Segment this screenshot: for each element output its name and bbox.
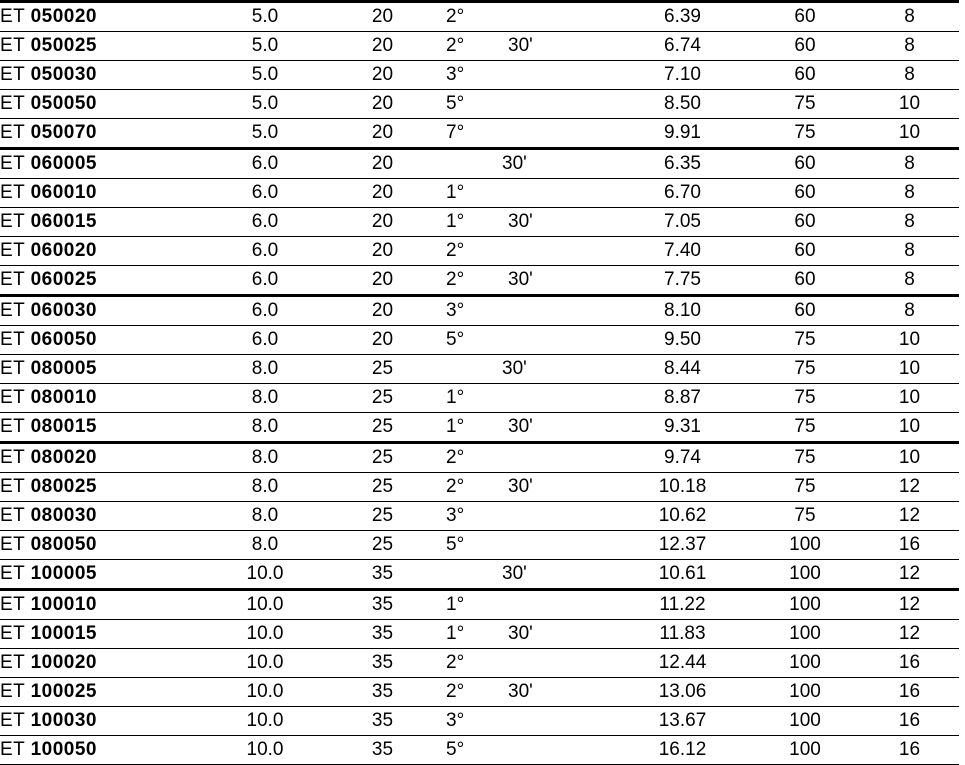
cell-code: [0, 237, 205, 266]
code-prefix: ET: [0, 652, 26, 673]
cell-length: 100: [750, 590, 860, 620]
cell-length: 60: [750, 149, 860, 179]
angle-minutes: 30': [502, 563, 527, 584]
cell-value: 9.31: [615, 413, 750, 443]
cell-length: 75: [750, 355, 860, 384]
cell-quantity: 8: [860, 208, 959, 237]
table-row: [0, 326, 959, 355]
cell-code: [0, 620, 205, 649]
cell-angle: [440, 473, 615, 502]
cell-code: [0, 326, 205, 355]
code-number: 080010: [30, 387, 97, 408]
angle-degrees: 5°: [446, 93, 465, 114]
cell-teeth: 20: [325, 266, 440, 296]
cell-value: 10.18: [615, 473, 750, 502]
angle-degrees: 5°: [446, 534, 465, 555]
cell-module: 8.0: [205, 443, 325, 473]
cell-quantity: 10: [860, 90, 959, 119]
angle-degrees: 1°: [446, 623, 465, 644]
table-row: [0, 384, 959, 413]
cell-quantity: 10: [860, 119, 959, 149]
cell-quantity: 16: [860, 531, 959, 560]
cell-code: [0, 355, 205, 384]
table-row: [0, 649, 959, 678]
cell-quantity: 8: [860, 61, 959, 90]
cell-length: 100: [750, 678, 860, 707]
cell-value: 6.35: [615, 149, 750, 179]
code-prefix: ET: [0, 710, 26, 731]
cell-module: 10.0: [205, 620, 325, 649]
cell-quantity: 8: [860, 149, 959, 179]
cell-teeth: 20: [325, 326, 440, 355]
cell-teeth: 20: [325, 237, 440, 266]
code-prefix: ET: [0, 505, 26, 526]
cell-teeth: 20: [325, 32, 440, 61]
cell-value: 11.22: [615, 590, 750, 620]
cell-angle: [440, 502, 615, 531]
cell-angle: [440, 707, 615, 736]
cell-teeth: 25: [325, 443, 440, 473]
cell-value: 12.37: [615, 531, 750, 560]
cell-module: 6.0: [205, 296, 325, 326]
cell-value: 11.83: [615, 620, 750, 649]
cell-length: 100: [750, 620, 860, 649]
cell-teeth: 35: [325, 560, 440, 590]
cell-value: 8.50: [615, 90, 750, 119]
angle-degrees: 2°: [446, 476, 465, 497]
cell-module: 8.0: [205, 531, 325, 560]
cell-value: 6.74: [615, 32, 750, 61]
table-row: [0, 560, 959, 590]
table-row: [0, 473, 959, 502]
cell-quantity: 16: [860, 649, 959, 678]
code-number: 060010: [30, 182, 97, 203]
angle-minutes: 30': [502, 358, 527, 379]
cell-code: [0, 413, 205, 443]
cell-module: 10.0: [205, 678, 325, 707]
table-row: [0, 355, 959, 384]
cell-teeth: 35: [325, 590, 440, 620]
table-row: [0, 208, 959, 237]
code-prefix: ET: [0, 329, 26, 350]
cell-code: [0, 502, 205, 531]
cell-code: [0, 384, 205, 413]
table-row: [0, 413, 959, 443]
cell-code: [0, 590, 205, 620]
table-row: [0, 443, 959, 473]
cell-value: 8.44: [615, 355, 750, 384]
cell-module: 6.0: [205, 326, 325, 355]
code-number: 060025: [30, 269, 97, 290]
code-number: 080030: [30, 505, 97, 526]
cell-value: 6.70: [615, 179, 750, 208]
cell-length: 75: [750, 473, 860, 502]
code-number: 100020: [30, 652, 97, 673]
cell-module: 6.0: [205, 266, 325, 296]
cell-quantity: 10: [860, 384, 959, 413]
cell-module: 5.0: [205, 32, 325, 61]
angle-degrees: 5°: [446, 329, 465, 350]
angle-degrees: 3°: [446, 64, 465, 85]
cell-angle: [440, 355, 615, 384]
cell-value: 9.91: [615, 119, 750, 149]
code-prefix: ET: [0, 182, 26, 203]
cell-value: 8.10: [615, 296, 750, 326]
angle-minutes: 30': [508, 623, 533, 644]
cell-quantity: 12: [860, 502, 959, 531]
cell-module: 8.0: [205, 355, 325, 384]
cell-angle: [440, 736, 615, 765]
code-prefix: ET: [0, 594, 26, 615]
cell-length: 75: [750, 326, 860, 355]
cell-module: 8.0: [205, 384, 325, 413]
cell-code: [0, 473, 205, 502]
code-number: 060030: [30, 300, 97, 321]
table-row: [0, 531, 959, 560]
cell-length: 100: [750, 649, 860, 678]
code-number: 080050: [30, 534, 97, 555]
cell-module: 5.0: [205, 61, 325, 90]
cell-angle: [440, 620, 615, 649]
code-prefix: ET: [0, 447, 26, 468]
angle-degrees: 1°: [446, 387, 465, 408]
cell-quantity: 10: [860, 355, 959, 384]
angle-minutes: 30': [508, 269, 533, 290]
table-row: [0, 179, 959, 208]
cell-quantity: 16: [860, 678, 959, 707]
code-prefix: ET: [0, 534, 26, 555]
cell-teeth: 20: [325, 296, 440, 326]
cell-code: [0, 90, 205, 119]
cell-module: 8.0: [205, 413, 325, 443]
angle-minutes: 30': [502, 153, 527, 174]
cell-angle: [440, 649, 615, 678]
cell-value: 9.74: [615, 443, 750, 473]
code-prefix: ET: [0, 211, 26, 232]
table-row: [0, 266, 959, 296]
table-row: [0, 736, 959, 765]
code-number: 080005: [30, 358, 97, 379]
cell-angle: [440, 443, 615, 473]
cell-length: 60: [750, 296, 860, 326]
code-prefix: ET: [0, 64, 26, 85]
cell-length: 100: [750, 736, 860, 765]
cell-angle: [440, 61, 615, 90]
cell-angle: [440, 90, 615, 119]
cell-value: 7.05: [615, 208, 750, 237]
cell-length: 60: [750, 61, 860, 90]
cell-teeth: 25: [325, 413, 440, 443]
code-prefix: ET: [0, 739, 26, 760]
code-number: 100050: [30, 739, 97, 760]
code-prefix: ET: [0, 122, 26, 143]
cell-teeth: 35: [325, 707, 440, 736]
cell-quantity: 12: [860, 560, 959, 590]
angle-degrees: 2°: [446, 35, 465, 56]
cell-teeth: 25: [325, 473, 440, 502]
cell-quantity: 12: [860, 590, 959, 620]
angle-degrees: 2°: [446, 447, 465, 468]
cell-module: 10.0: [205, 560, 325, 590]
cell-angle: [440, 208, 615, 237]
code-prefix: ET: [0, 240, 26, 261]
code-number: 100025: [30, 681, 97, 702]
cell-length: 60: [750, 266, 860, 296]
code-number: 050020: [30, 6, 97, 27]
cell-angle: [440, 296, 615, 326]
cell-value: 8.87: [615, 384, 750, 413]
cell-value: 7.10: [615, 61, 750, 90]
code-number: 080015: [30, 416, 97, 437]
cell-module: 10.0: [205, 590, 325, 620]
table-row: [0, 90, 959, 119]
code-prefix: ET: [0, 93, 26, 114]
cell-length: 75: [750, 443, 860, 473]
cell-code: [0, 531, 205, 560]
angle-minutes: 30': [508, 211, 533, 232]
cell-teeth: 25: [325, 355, 440, 384]
table-row: [0, 32, 959, 61]
cell-angle: [440, 678, 615, 707]
cell-module: 8.0: [205, 502, 325, 531]
code-prefix: ET: [0, 358, 26, 379]
cell-teeth: 35: [325, 678, 440, 707]
cell-quantity: 8: [860, 296, 959, 326]
table-row: [0, 149, 959, 179]
code-number: 100030: [30, 710, 97, 731]
cell-angle: [440, 2, 615, 32]
cell-length: 60: [750, 237, 860, 266]
cell-teeth: 35: [325, 736, 440, 765]
cell-teeth: 25: [325, 502, 440, 531]
cell-value: 13.06: [615, 678, 750, 707]
angle-degrees: 1°: [446, 211, 465, 232]
cell-length: 100: [750, 531, 860, 560]
cell-quantity: 12: [860, 473, 959, 502]
table-row: [0, 119, 959, 149]
cell-quantity: 16: [860, 736, 959, 765]
angle-degrees: 5°: [446, 739, 465, 760]
cell-teeth: 20: [325, 149, 440, 179]
cell-module: 10.0: [205, 649, 325, 678]
table-row: [0, 678, 959, 707]
cell-code: [0, 61, 205, 90]
cell-teeth: 25: [325, 384, 440, 413]
cell-angle: [440, 179, 615, 208]
cell-module: 5.0: [205, 119, 325, 149]
code-prefix: ET: [0, 563, 26, 584]
cell-angle: [440, 590, 615, 620]
cell-quantity: 8: [860, 266, 959, 296]
angle-degrees: 1°: [446, 594, 465, 615]
cell-module: 6.0: [205, 149, 325, 179]
angle-degrees: 3°: [446, 710, 465, 731]
code-prefix: ET: [0, 269, 26, 290]
cell-length: 75: [750, 384, 860, 413]
cell-length: 60: [750, 32, 860, 61]
cell-angle: [440, 149, 615, 179]
cell-value: 6.39: [615, 2, 750, 32]
angle-degrees: 2°: [446, 681, 465, 702]
cell-code: [0, 179, 205, 208]
code-prefix: ET: [0, 681, 26, 702]
cell-code: [0, 296, 205, 326]
cell-code: [0, 443, 205, 473]
code-number: 080025: [30, 476, 97, 497]
cell-code: [0, 707, 205, 736]
cell-quantity: 10: [860, 413, 959, 443]
cell-code: [0, 149, 205, 179]
cell-teeth: 20: [325, 119, 440, 149]
cell-length: 75: [750, 119, 860, 149]
cell-angle: [440, 413, 615, 443]
cell-value: 10.62: [615, 502, 750, 531]
cell-code: [0, 2, 205, 32]
code-number: 060015: [30, 211, 97, 232]
cell-module: 10.0: [205, 736, 325, 765]
table-row: [0, 237, 959, 266]
code-prefix: ET: [0, 476, 26, 497]
angle-degrees: 7°: [446, 122, 465, 143]
table-body: [0, 2, 959, 765]
code-number: 050025: [30, 35, 97, 56]
code-number: 100010: [30, 594, 97, 615]
code-prefix: ET: [0, 35, 26, 56]
cell-code: [0, 119, 205, 149]
angle-minutes: 30': [508, 681, 533, 702]
cell-length: 100: [750, 707, 860, 736]
code-number: 050050: [30, 93, 97, 114]
table-row: [0, 61, 959, 90]
angle-minutes: 30': [508, 416, 533, 437]
angle-degrees: 2°: [446, 269, 465, 290]
table-row: [0, 707, 959, 736]
cell-angle: [440, 32, 615, 61]
cell-teeth: 20: [325, 90, 440, 119]
angle-degrees: 2°: [446, 652, 465, 673]
cell-code: [0, 32, 205, 61]
cell-value: 7.40: [615, 237, 750, 266]
cell-length: 100: [750, 560, 860, 590]
cell-code: [0, 208, 205, 237]
cell-quantity: 10: [860, 443, 959, 473]
cell-teeth: 20: [325, 179, 440, 208]
table-row: [0, 502, 959, 531]
cell-length: 75: [750, 90, 860, 119]
code-prefix: ET: [0, 387, 26, 408]
cell-angle: [440, 326, 615, 355]
cell-quantity: 8: [860, 237, 959, 266]
angle-degrees: 3°: [446, 300, 465, 321]
cell-teeth: 25: [325, 531, 440, 560]
cell-quantity: 10: [860, 326, 959, 355]
cell-module: 6.0: [205, 237, 325, 266]
angle-degrees: 1°: [446, 182, 465, 203]
code-number: 100005: [30, 563, 97, 584]
angle-degrees: 1°: [446, 416, 465, 437]
cell-quantity: 8: [860, 32, 959, 61]
cell-module: 8.0: [205, 473, 325, 502]
code-prefix: ET: [0, 300, 26, 321]
cell-module: 5.0: [205, 2, 325, 32]
angle-degrees: 2°: [446, 6, 465, 27]
cell-angle: [440, 384, 615, 413]
cell-module: 6.0: [205, 208, 325, 237]
code-number: 060050: [30, 329, 97, 350]
cell-code: [0, 649, 205, 678]
cell-quantity: 8: [860, 2, 959, 32]
cell-quantity: 16: [860, 707, 959, 736]
code-prefix: ET: [0, 153, 26, 174]
code-number: 050070: [30, 122, 97, 143]
cell-value: 13.67: [615, 707, 750, 736]
cell-length: 75: [750, 502, 860, 531]
cell-value: 7.75: [615, 266, 750, 296]
code-number: 080020: [30, 447, 97, 468]
cell-length: 75: [750, 413, 860, 443]
cell-length: 60: [750, 2, 860, 32]
cell-teeth: 20: [325, 2, 440, 32]
table-row: [0, 590, 959, 620]
code-number: 060020: [30, 240, 97, 261]
cell-code: [0, 560, 205, 590]
cell-code: [0, 736, 205, 765]
cell-angle: [440, 560, 615, 590]
angle-minutes: 30': [508, 35, 533, 56]
cell-value: 9.50: [615, 326, 750, 355]
cell-angle: [440, 119, 615, 149]
cell-value: 12.44: [615, 649, 750, 678]
cell-module: 5.0: [205, 90, 325, 119]
cell-code: [0, 678, 205, 707]
code-number: 100015: [30, 623, 97, 644]
cell-quantity: 8: [860, 179, 959, 208]
cell-quantity: 12: [860, 620, 959, 649]
code-prefix: ET: [0, 623, 26, 644]
code-number: 050030: [30, 64, 97, 85]
cell-length: 60: [750, 208, 860, 237]
cell-code: [0, 266, 205, 296]
cell-angle: [440, 266, 615, 296]
code-number: 060005: [30, 153, 97, 174]
table-row: [0, 620, 959, 649]
cell-teeth: 20: [325, 61, 440, 90]
table-row: [0, 296, 959, 326]
cell-length: 60: [750, 179, 860, 208]
cell-teeth: 35: [325, 649, 440, 678]
cell-module: 10.0: [205, 707, 325, 736]
code-prefix: ET: [0, 416, 26, 437]
cell-value: 16.12: [615, 736, 750, 765]
cell-angle: [440, 531, 615, 560]
angle-degrees: 2°: [446, 240, 465, 261]
cell-angle: [440, 237, 615, 266]
table-row: [0, 2, 959, 32]
cell-teeth: 20: [325, 208, 440, 237]
cell-teeth: 35: [325, 620, 440, 649]
angle-minutes: 30': [508, 476, 533, 497]
code-prefix: ET: [0, 6, 26, 27]
angle-degrees: 3°: [446, 505, 465, 526]
cell-value: 10.61: [615, 560, 750, 590]
cell-module: 6.0: [205, 179, 325, 208]
